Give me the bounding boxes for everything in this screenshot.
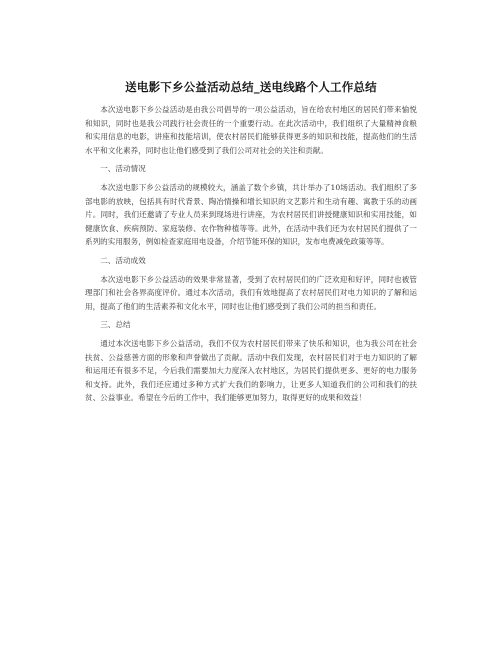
- section-body-summary: 通过本次送电影下乡公益活动，我们不仅为农村居民们带来了快乐和知识，也为我公司在社会扶贫、公益慈善方面的形象和声誉做出了贡献。活动中我们发现，农村居民们对于电力知识的了解和运用还有很多不足，今后我们需要加大力度深入农村地区，为居民们提供更多、更好的电力服务和支持。此外，我们还应通过多种方式扩大我们的影响力，让更多人知道我们的公司和我们的扶贫、公益事业。希望在今后的工作中，我们能够更加努力，取得更好的成果和效益！: [85, 338, 417, 403]
- document-body: [85, 103, 417, 405]
- section-body-activity: 本次送电影下乡公益活动的规模较大，涵盖了数个乡镇，共计举办了10场活动。我们组织了多部电影的放映，包括具有时代背景、陶冶情操和增长知识的文艺影片和生动有趣、寓教于乐的动画片。同时，我们还邀请了专业人员来到现场进行讲座，为农村居民们讲授健康知识和实用技能，如健康饮食、疾病预防、家庭装修、农作物种植等等。此外，在活动中我们还为农村居民们提供了一系列的实用服务，例如检查家庭用电设备，介绍节能环保的知识，发布电费减免政策等等。: [85, 182, 417, 247]
- section-heading-activity: 一、活动情况: [100, 164, 146, 174]
- section-body-results: 本次送电影下乡公益活动的效果非常显著，受到了农村居民们的广泛欢迎和好评，同时也被管理部门和社会各界高度评价。通过本次活动，我们有效地提高了农村居民们对电力知识的了解和运用，提高了他们的生活素养和文化水平，同时也让他们感受到了我们公司的担当和责任。: [85, 274, 417, 311]
- document-title: 送电影下乡公益活动总结_送电线路个人工作总结: [125, 80, 377, 94]
- section-heading-results: 二、活动成效: [100, 255, 146, 265]
- intro-paragraph: 本次送电影下乡公益活动是由我公司倡导的一项公益活动，旨在给农村地区的居民们带来愉悦和知识，同时也是我公司践行社会责任的一个重要行动。在此次活动中，我们组织了大量精神食粮和实用信息的电影，讲座和技能培训，使农村居民们能够获得更多的知识和技能，提高他们的生活水平和文化素养，同时也让他们感受到了我们公司对社会的关注和贡献。: [85, 105, 417, 155]
- section-heading-summary: 三、总结: [100, 320, 131, 330]
